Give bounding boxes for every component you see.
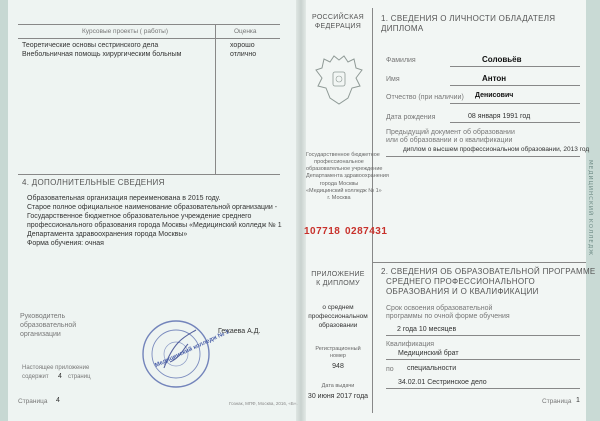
course-row-name: Внебольничная помощь хирургическим больным (22, 51, 182, 58)
issue-date-label: Дата выдачи (321, 383, 355, 389)
signature-role-line: организации (20, 331, 61, 338)
registration-label-line: номер (330, 352, 346, 359)
prev-doc-underline (386, 156, 580, 157)
printer-note: Гознак, МПФ, Москва, 2016, «Б». (229, 401, 298, 406)
course-row-grade: отлично (230, 51, 257, 58)
owner-title-line: 1. СВЕДЕНИЯ О ЛИЧНОСТИ ОБЛАДАТЕЛЯ (381, 14, 556, 23)
appendix-title-line: ПРИЛОЖЕНИЕ (311, 271, 365, 278)
attachment-note-suffix: страниц (68, 374, 91, 380)
additional-top-line (18, 174, 280, 175)
name-value: Антон (482, 74, 507, 83)
prev-doc-label-line: Предыдущий документ об образовании (386, 129, 515, 136)
registration-label-line: Регистрационный (315, 346, 361, 352)
owner-section-title (381, 14, 555, 34)
issue-date: 30 июня 2017 года (307, 393, 369, 400)
additional-line: Государственное бюджетное образовательное учреждение среднего (27, 213, 252, 220)
org-line: «Медицинский колледж № 1» (306, 187, 382, 194)
org-line: г. Москва (327, 194, 351, 201)
program-title-line: СРЕДНЕГО ПРОФЕССИОНАЛЬНОГО (386, 277, 536, 286)
org-line: Государственное бюджетное (306, 152, 380, 158)
courses-table-header-line (18, 38, 280, 39)
stamp-text: Медицинский колледж № 1 (154, 329, 231, 369)
patronymic-label: Отчество (при наличии) (386, 94, 464, 101)
name-label: Имя (386, 76, 400, 83)
qualification-value: Медицинский брат (398, 350, 459, 357)
appendix-about-line: профессиональном (308, 312, 368, 320)
birth-date-value: 08 января 1991 год (468, 113, 531, 120)
attachment-page-count: 4 (58, 373, 62, 380)
org-line: города Москвы (319, 180, 359, 187)
program-section-top-line (372, 262, 586, 263)
patronymic-underline (450, 103, 580, 104)
specialty-value: 34.02.01 Сестринское дело (398, 379, 487, 386)
coat-of-arms-image (314, 54, 364, 108)
prev-doc-value: диплом о высшем профессиональном образовании, 2013 год (403, 146, 590, 153)
program-title-line: ОБРАЗОВАНИЯ И О КВАЛИФИКАЦИИ (386, 287, 539, 296)
country-line: ФЕДЕРАЦИЯ (314, 22, 362, 30)
registration-number: 948 (332, 363, 344, 370)
right-page-number: 1 (576, 397, 580, 404)
right-side-label: МЕДИЦИНСКИЙ КОЛЛЕДЖ (587, 160, 593, 257)
program-term-label-line: программы по очной форме обучения (386, 313, 510, 321)
serial-number: 0287431 (345, 226, 388, 237)
additional-line: Образовательная организация переименована в 2015 году. (27, 195, 221, 202)
surname-underline (450, 66, 580, 67)
program-term-label (386, 305, 510, 322)
page-spine (296, 0, 306, 421)
issuing-organization (306, 152, 389, 202)
additional-line: профессионального образования города Москвы «Медицинский колледж № 1 (27, 222, 282, 229)
appendix-title (306, 271, 370, 289)
name-underline (450, 85, 580, 86)
country-name (306, 14, 370, 32)
program-term-label-line: Срок освоения образовательной (386, 305, 493, 312)
qualification-label: Квалификация (386, 341, 435, 348)
by-label: по (386, 366, 394, 373)
specialty-label: специальности (407, 365, 457, 372)
program-term-underline (386, 335, 580, 336)
courses-table-top-line (18, 24, 280, 25)
registration-label (306, 346, 370, 359)
qualification-underline (386, 359, 580, 360)
left-security-border (0, 0, 8, 421)
attachment-note-line1: Настоящее приложение (22, 365, 90, 371)
attachment-note-prefix: содержит (22, 374, 49, 380)
prev-doc-label-line: или об образовании и о квалификации (386, 137, 513, 145)
signature-role-line: Руководитель (20, 313, 66, 320)
courses-table-divider (215, 24, 216, 174)
appendix-about-line: образовании (318, 321, 358, 329)
country-line: РОССИЙСКАЯ (312, 14, 364, 21)
courses-header-name: Курсовые проекты ( работы) (82, 28, 169, 35)
patronymic-value: Денисович (475, 92, 514, 99)
owner-title-line: ДИПЛОМА (381, 24, 424, 33)
prev-doc-label (386, 129, 515, 146)
program-section-title (381, 267, 596, 297)
program-title-line: 2. СВЕДЕНИЯ ОБ ОБРАЗОВАТЕЛЬНОЙ ПРОГРАММЕ (381, 267, 596, 276)
additional-title: 4. ДОПОЛНИТЕЛЬНЫЕ СВЕДЕНИЯ (22, 178, 165, 187)
serial-series: 107718 (304, 226, 341, 237)
appendix-title-line: К ДИПЛОМУ (316, 279, 360, 287)
program-term-value: 2 года 10 месяцев (397, 326, 457, 333)
birth-date-label: Дата рождения (386, 114, 436, 121)
right-page-label: Страница (542, 398, 572, 405)
surname-value: Соловьёв (482, 55, 522, 64)
course-row-grade: хорошо (230, 42, 255, 49)
signatory-name: Гежаева А.Д. (218, 328, 261, 335)
specialty-underline (386, 388, 580, 389)
additional-line: Форма обучения: очная (27, 240, 104, 247)
org-line: образовательное учреждение (306, 166, 383, 173)
course-row-name: Теоретические основы сестринского дела (22, 42, 159, 49)
left-page-number: 4 (56, 397, 60, 404)
org-line: Департамента здравоохранения (306, 173, 389, 180)
signature-role-line: образовательной (20, 322, 77, 329)
additional-line: Департамента здравоохранения города Москвы» (27, 231, 188, 238)
left-page-label: Страница (18, 398, 48, 405)
birth-date-underline (450, 122, 580, 123)
org-line: профессиональное (314, 159, 364, 166)
appendix-about-line: о среднем (322, 304, 354, 311)
appendix-about (306, 304, 370, 330)
right-column-divider (372, 8, 373, 413)
surname-label: Фамилия (386, 57, 416, 64)
additional-line: Старое полное официальное наименование образовательной организации - (27, 204, 278, 211)
courses-header-grade: Оценка (234, 28, 257, 35)
